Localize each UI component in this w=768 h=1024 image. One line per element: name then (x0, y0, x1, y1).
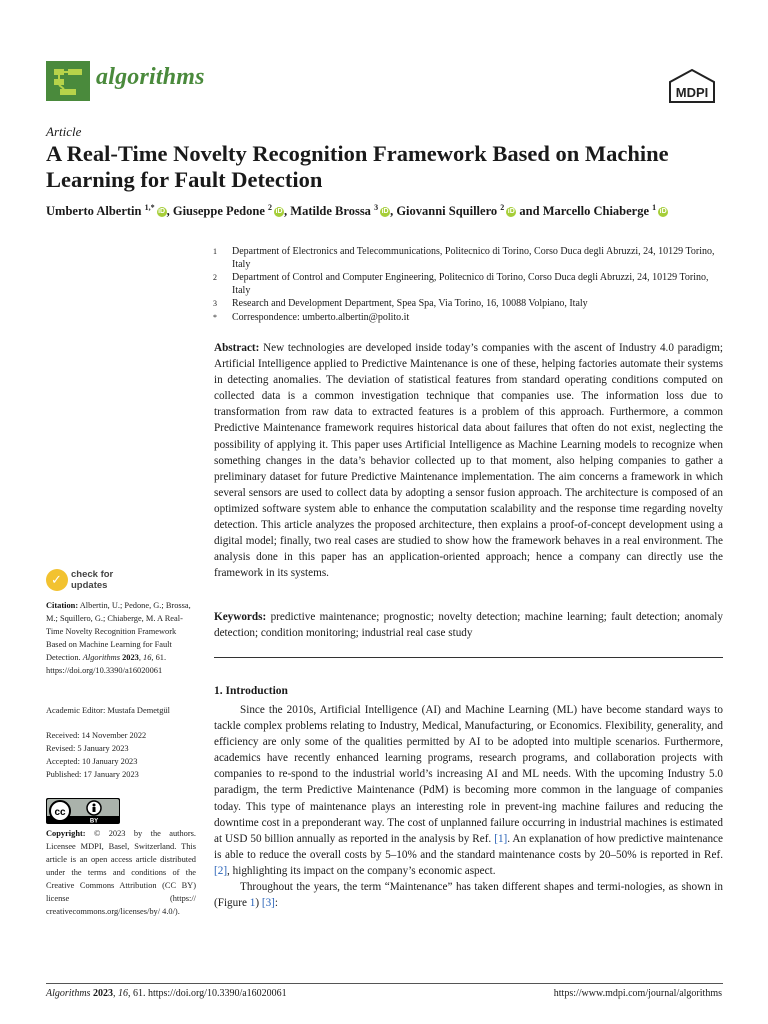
dates-block (46, 729, 196, 781)
accepted-date: Accepted: 10 January 2023 (46, 757, 138, 766)
author-affil-sup: 2 (268, 203, 273, 212)
author-affil-sup: 1,* (144, 203, 155, 212)
keywords-label: Keywords: (214, 611, 267, 623)
publisher-logo (666, 68, 718, 106)
affiliation-number: * (213, 312, 217, 322)
citation-doi[interactable]: , 61. https://doi.org/10.3390/a16020061 (46, 653, 167, 675)
copyright-block (46, 827, 196, 918)
affiliation-text: Research and Development Department, Spea Spa, Via Torino, 16, 10088 Volpiano, Italy (232, 298, 588, 309)
footer-volume: 16 (117, 988, 128, 999)
introduction-body (214, 702, 723, 911)
footer-url[interactable]: https://www.mdpi.com/journal/algorithms (553, 988, 722, 999)
copyright-text: © 2023 by the authors. Licensee MDPI, Basel, Switzerland. This article is an open access article distributed under the terms and conditions of the Creative Commons Attribution (CC BY) license (https:// creativecommons.org/licenses/by/ 4.0/). (46, 829, 197, 916)
check-line-1: check for (71, 569, 114, 580)
reference-link[interactable]: [1] (494, 832, 508, 845)
check-line-2: updates (71, 580, 108, 591)
author-name: Giovanni Squillero (396, 204, 498, 219)
affiliation-text: Department of Control and Computer Engineering, Politecnico di Torino, Corso Duca degli Abruzzi, 24, 10129 Torino, Italy (232, 272, 709, 296)
paragraph (214, 879, 723, 911)
author-list: Umberto Albertin $^{1,*}$ iD , Giuseppe Pedone $^2$ iD , Matilde Brossa $^3$ iD , Giovanni Squillero $^2$ iD and Marcello Chiaberge $^1$ iD (46, 203, 667, 219)
citation-year: 2023 (122, 653, 139, 662)
article-title: A Real-Time Novelty Recognition Framework Based on Machine Learning for Fault Detection (46, 141, 669, 192)
paragraph-text: Since the 2010s, Artificial Intelligence (AI) and Machine Learning (ML) have become standard ways to tackle complex problems relating to Industry, Medical, Manufacturing, or Economics. Flexibility, generality, and efficiency are only some of the qualities permitted by AI to be adopted into multiple scenarios. Furthermore, academics have recently enhanced learning programs, research programs, and collaboration projects with companies to re-spond to the industrial world’s increasing AI and ML needs. With the upcoming Industry 5.0 paradigm, the term Predictive Maintenance (PdM) is becoming more common in the language of companies today. This type of maintenance plays an interesting role in prevent-ing machine failures and reducing the downtime cost in a preponderant way. The cost of unplanned failure occurring in industrial machines is estimated at USD 50 billion annually as reported in the analysis by Ref. (214, 704, 723, 845)
affiliations (213, 246, 723, 325)
orcid-icon[interactable]: iD (659, 208, 667, 216)
keywords-text: predictive maintenance; prognostic; novelty detection; machine learning; fault detection; anomaly detection; condition monitoring; industrial real case study (214, 611, 724, 640)
reference-link[interactable]: [2] (214, 864, 228, 877)
orcid-icon[interactable]: iD (158, 208, 166, 216)
received-date: Received: 14 November 2022 (46, 731, 147, 740)
author-name: Marcello Chiaberge (542, 204, 650, 219)
checkmark-icon: ✓ (51, 573, 62, 588)
academic-editor: Academic Editor: Mustafa Demetgül (46, 706, 170, 715)
citation-label: Citation: (46, 601, 79, 610)
paragraph-text: ) (255, 897, 262, 910)
citation-block: Citation: Albertin, U.; Pedone, G.; Brossa, M.; Squillero, G.; Chiaberge, M. A Real-Time Novelty Recognition Framework Based on Machine Learning for Fault Detection. Algorithms 2023, 16, 61. https://doi.org/10.3390/a16020061 (46, 601, 191, 675)
author-affil-sup: 1 (652, 203, 657, 212)
orcid-icon[interactable]: iD (381, 208, 389, 216)
article-type: Article (46, 124, 82, 139)
citation-journal: Algorithms (82, 653, 120, 662)
affiliation-number: 1 (213, 247, 217, 256)
publisher-name: MDPI (675, 85, 709, 100)
affiliation-item (213, 298, 723, 311)
mdpi-logo-icon (666, 68, 718, 106)
figure-link[interactable]: 1 (249, 897, 256, 910)
copyright-label: Copyright: (46, 829, 86, 838)
keywords (214, 609, 723, 641)
cc-by-license-badge[interactable] (46, 798, 120, 824)
footer-doi[interactable]: , 61. https://doi.org/10.3390/a16020061 (127, 988, 287, 999)
cc-by-icon (46, 798, 120, 824)
orcid-icon[interactable]: iD (275, 208, 283, 216)
footer-year: 2023 (92, 988, 113, 999)
svg-text:cc: cc (54, 807, 66, 818)
reference-link[interactable]: [3] (261, 897, 275, 910)
abstract (214, 340, 723, 581)
footer-divider (46, 983, 723, 984)
paragraph-text: , highlighting its impact on the company’s economic aspect. (227, 864, 496, 877)
divider (214, 657, 723, 658)
paragraph-text: : (274, 897, 279, 910)
journal-name: algorithms (96, 64, 205, 90)
citation-text: Albertin, U.; Pedone, G.; Brossa, M.; Squillero, G.; Chiaberge, M. A Real-Time Novelty Recognition Framework Based on Machine Learning for Fault Detection. (46, 601, 191, 662)
abstract-text: New technologies are developed inside today’s companies with the ascent of Industry 4.0 paradigm; Artificial Intelligence applied to Predictive Maintenance is one of these, helping factories automate their systems in detecting anomalies. The deviation of statistical features from standard operating conditions computed on collected data is a common investigation technique that companies use. The information loss due to transformation from raw data to extracted features is a problem of this approach. Furthermore, a common Predictive Maintenance framework requires historical data about failures that often do not exist, neglecting the possibility of applying it. This paper uses Artificial Intelligence as Machine Learning models to recognize when something changes in the data’s behavior collected up to that moment, also helping companies to gather a preliminary dataset for future Predictive Maintenance implementation. The aim concerns a framework in which several sensors are used to collect data by adopting a sensor fusion approach. The architecture is composed of an optimized software system able to enhance the computation scalability and the response time regarding novelty detection. This article analyzes the proposed architecture, then explains a proof-of-concept development using a digital model; finally, two real cases are studied to show how the framework behaves in a real environment. The analysis done in this paper has an application-oriented approach; hence a company can directly use the framework in its systems. (214, 342, 724, 580)
journal-logo (46, 61, 90, 101)
check-for-updates-button[interactable] (71, 569, 113, 591)
footer-citation: Algorithms 2023, 16, 61. https://doi.org/10.3390/a16020061 (46, 988, 287, 999)
author-affil-sup: 3 (374, 203, 379, 212)
author-name: Umberto Albertin (46, 204, 142, 219)
paragraph-text: Throughout the years, the term “Maintenance” has taken different shapes and termi-nologies, as shown in (Figure (214, 881, 723, 910)
section-heading: 1. Introduction (214, 685, 288, 697)
footer-journal: Algorithms (46, 988, 91, 999)
affiliation-item (213, 246, 723, 271)
author-name: Matilde Brossa (290, 204, 371, 219)
affiliation-item (213, 272, 723, 297)
cc-by-label: BY (89, 818, 99, 824)
affiliation-text: Department of Electronics and Telecommunications, Politecnico di Torino, Corso Duca degli Abruzzi, 24, 10129 Torino, Italy (232, 246, 715, 270)
journal-logo-icon (46, 61, 90, 101)
affiliation-number: 3 (213, 299, 217, 308)
affiliation-number: 2 (213, 273, 217, 282)
correspondence-text: Correspondence: umberto.albertin@polito.it (232, 311, 410, 323)
paragraph-text: . An explanation of how predictive maintenance is able to reduce the overall costs by 5–10% and the standard maintenance costs by 20–50% is reported in Ref. (214, 832, 723, 861)
author-affil-sup: 2 (500, 203, 505, 212)
author-name: Giuseppe Pedone (172, 204, 265, 219)
abstract-label: Abstract: (214, 342, 260, 354)
revised-date: Revised: 5 January 2023 (46, 744, 129, 753)
affiliation-item (213, 312, 723, 325)
orcid-icon[interactable]: iD (507, 208, 515, 216)
paragraph (214, 702, 723, 879)
published-date: Published: 17 January 2023 (46, 770, 139, 779)
citation-volume: 16 (143, 653, 152, 662)
